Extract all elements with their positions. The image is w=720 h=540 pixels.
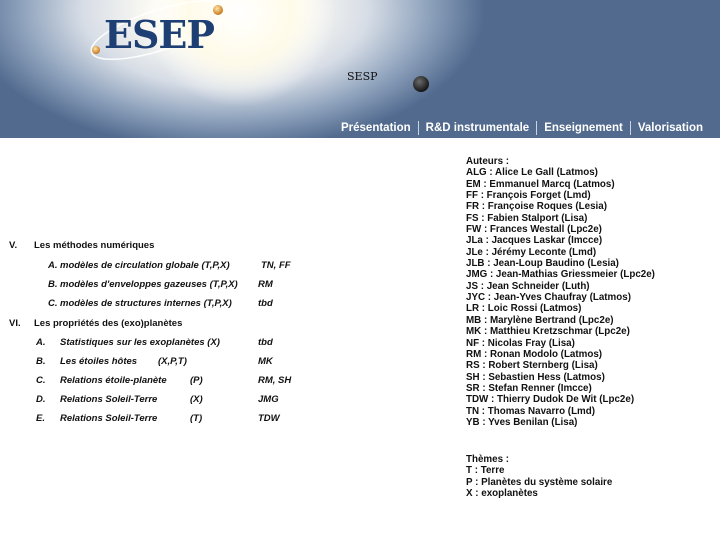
theme-entry: P : Planètes du système solaire bbox=[466, 476, 613, 488]
author-entry: NF : Nicolas Fray (Lisa) bbox=[466, 337, 575, 349]
themes-list bbox=[466, 454, 612, 499]
item-text: modèles de circulation globale (T,P,X) bbox=[60, 260, 230, 271]
authors-title: Auteurs : bbox=[466, 156, 510, 167]
author-entry: JLB : Jean-Loup Baudino (Lesia) bbox=[466, 258, 619, 270]
orbit-dot-icon bbox=[92, 46, 100, 54]
item-text: Relations étoile-planète bbox=[60, 375, 167, 386]
authors-list bbox=[466, 156, 655, 428]
item-theme: (P) bbox=[190, 375, 203, 386]
author-entry: JS : Jean Schneider (Luth) bbox=[466, 280, 590, 292]
item-text: Relations Soleil-Terre bbox=[60, 413, 158, 424]
item-letter: A. bbox=[36, 337, 46, 348]
author-entry: JLe : Jérémy Leconte (Lmd) bbox=[466, 246, 597, 258]
item-author: MK bbox=[258, 356, 273, 367]
author-entry: TDW : Thierry Dudok De Wit (Lpc2e) bbox=[466, 394, 635, 406]
esep-logo[interactable]: ESEP bbox=[104, 12, 214, 57]
author-entry: FW : Frances Westall (Lpc2e) bbox=[466, 224, 602, 236]
author-entry: MB : Marylène Bertrand (Lpc2e) bbox=[466, 314, 614, 326]
item-author: TDW bbox=[258, 413, 280, 424]
item-text: Statistiques sur les exoplanètes (X) bbox=[60, 337, 220, 348]
author-entry: LR : Loic Rossi (Latmos) bbox=[466, 303, 582, 315]
header-banner bbox=[0, 0, 720, 138]
item-theme: (X) bbox=[190, 394, 203, 405]
item-author: tbd bbox=[258, 298, 273, 309]
item-letter: C. bbox=[36, 375, 46, 386]
section-title: Les méthodes numériques bbox=[34, 240, 155, 251]
author-entry: EM : Emmanuel Marcq (Latmos) bbox=[466, 178, 615, 190]
item-letter: B. bbox=[48, 279, 58, 290]
item-author: TN, FF bbox=[261, 260, 291, 271]
author-entry: SR : Stefan Renner (Imcce) bbox=[466, 382, 592, 394]
item-author: RM bbox=[258, 279, 273, 290]
section-number: V. bbox=[9, 240, 18, 251]
nav-rd-instrumentale[interactable]: R&D instrumentale bbox=[418, 121, 537, 135]
item-letter: A. bbox=[48, 260, 58, 271]
header-label: SESP bbox=[347, 70, 378, 83]
item-text: modèles d'enveloppes gazeuses (T,P,X) bbox=[60, 279, 238, 290]
section-number: VI. bbox=[9, 318, 21, 329]
author-entry: YB : Yves Benilan (Lisa) bbox=[466, 416, 578, 428]
author-entry: JMG : Jean-Mathias Griessmeier (Lpc2e) bbox=[466, 269, 655, 281]
author-entry: JYC : Jean-Yves Chaufray (Latmos) bbox=[466, 292, 631, 304]
nav-presentation[interactable]: Présentation bbox=[341, 122, 411, 134]
orbit-dot-icon bbox=[213, 5, 223, 15]
author-entry: FF : François Forget (Lmd) bbox=[466, 190, 591, 202]
themes-title: Thèmes : bbox=[466, 454, 510, 465]
author-entry: JLa : Jacques Laskar (Imcce) bbox=[466, 235, 603, 247]
author-entry: TN : Thomas Navarro (Lmd) bbox=[466, 405, 596, 417]
author-entry: SH : Sebastien Hess (Latmos) bbox=[466, 371, 605, 383]
author-entry: ALG : Alice Le Gall (Latmos) bbox=[466, 167, 598, 179]
item-letter: C. bbox=[48, 298, 58, 309]
nav-valorisation[interactable]: Valorisation bbox=[630, 121, 710, 135]
item-letter: D. bbox=[36, 394, 46, 405]
item-theme: (X,P,T) bbox=[158, 356, 187, 367]
item-letter: B. bbox=[36, 356, 46, 367]
item-author: RM, SH bbox=[258, 375, 292, 386]
item-author: tbd bbox=[258, 337, 273, 348]
main-nav bbox=[334, 119, 710, 137]
nav-enseignement[interactable]: Enseignement bbox=[536, 121, 630, 135]
section-title: Les propriétés des (exo)planètes bbox=[34, 318, 183, 329]
item-letter: E. bbox=[36, 413, 45, 424]
author-entry: MK : Matthieu Kretzschmar (Lpc2e) bbox=[466, 326, 630, 338]
item-text: modèles de structures internes (T,P,X) bbox=[60, 298, 232, 309]
theme-entry: T : Terre bbox=[466, 465, 505, 477]
item-text: Les étoiles hôtes bbox=[60, 356, 138, 367]
theme-entry: X : exoplanètes bbox=[466, 488, 538, 500]
author-entry: FS : Fabien Stalport (Lisa) bbox=[466, 212, 588, 224]
item-theme: (T) bbox=[190, 413, 203, 424]
author-entry: FR : Françoise Roques (Lesia) bbox=[466, 201, 607, 213]
item-author: JMG bbox=[258, 394, 279, 405]
item-text: Relations Soleil-Terre bbox=[60, 394, 158, 405]
author-entry: RM : Ronan Modolo (Latmos) bbox=[466, 348, 603, 360]
author-entry: RS : Robert Sternberg (Lisa) bbox=[466, 360, 598, 372]
planet-icon bbox=[413, 76, 429, 92]
